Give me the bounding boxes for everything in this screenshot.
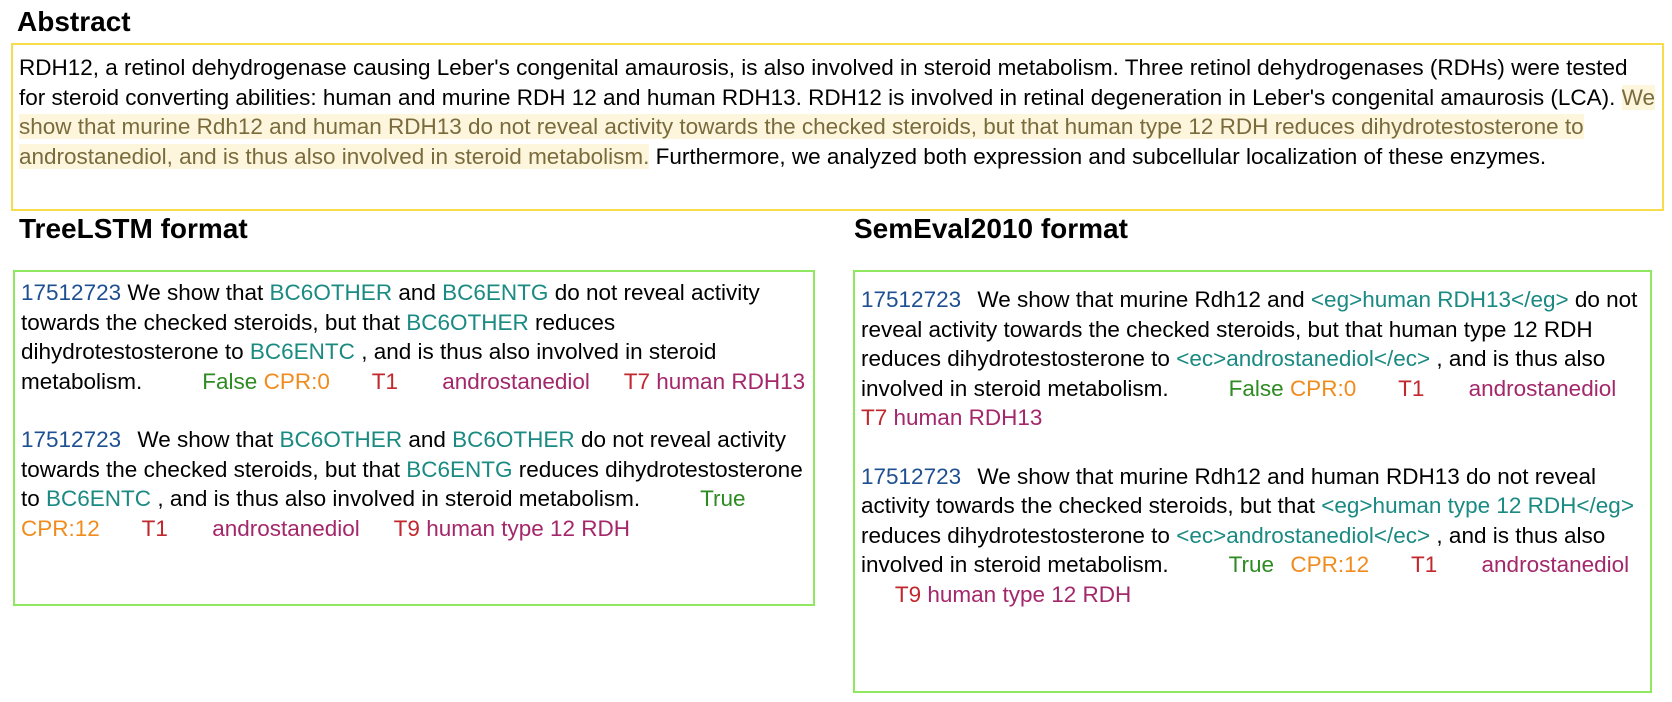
entity-tag: T7 <box>861 405 888 430</box>
entity-argument: human RDH13 <box>893 405 1043 430</box>
entity-argument: human type 12 RDH <box>426 515 631 541</box>
sentence-text: , and is thus also involved in steroid metabolism. <box>157 486 641 511</box>
treelstm-heading: TreeLSTM format <box>19 213 248 244</box>
entity-tag: T1 <box>141 515 168 541</box>
sentence-text: We show that murine Rdh12 and human RDH13 do not reveal activity towards the checked steroids, but that <box>861 463 1597 518</box>
sentence-text: We show that <box>137 427 274 452</box>
entity-markup: <eg>human type 12 RDH</eg> <box>1321 493 1634 518</box>
example-id: 17512723 <box>21 280 122 305</box>
sentence-text: We show that <box>127 280 264 305</box>
example-id: 17512723 <box>861 287 962 312</box>
entity-mask: BC6OTHER <box>406 309 529 335</box>
sentence-text: reduces dihydrotestosterone to <box>21 456 803 511</box>
relation-label: False <box>202 368 258 394</box>
sentence-text: , and is thus also involved in steroid metabolism. <box>21 339 717 394</box>
relation-label: True <box>1228 552 1275 577</box>
cpr-label: CPR:12 <box>21 515 100 541</box>
entity-tag: T9 <box>894 581 922 607</box>
treelstm-example <box>21 278 808 396</box>
cpr-label: CPR:12 <box>1290 552 1370 577</box>
entity-mask: BC6ENTC <box>46 486 152 511</box>
abstract-text: RDH12, a retinol dehydrogenase causing Leber's congenital amaurosis, is also involved in steroid metabolism. Three retinol dehydrogenases (RDHs) were tested for steroid converting abilities: human and murine RDH 12 and human RDH13. RDH12 is involved in retinal degeneration in Leber's congenital amaurosis (LCA). <box>19 55 1628 110</box>
sentence-text: do not reveal activity towards the checked steroids, but that <box>21 280 760 335</box>
sentence-text: , and is thus also involved in steroid metabolism. <box>861 522 1606 577</box>
entity-mask: BC6OTHER <box>279 427 403 452</box>
sentence-text: and <box>408 427 446 452</box>
sentence-text: do not reveal activity towards the checked steroids, but that human type 12 RDH reduces dihydrotestosterone to <box>861 287 1638 371</box>
entity-markup: <ec>androstanediol</ec> <box>1176 346 1431 371</box>
entity-mask: BC6OTHER <box>269 280 393 305</box>
entity-argument: androstanediol <box>442 368 590 394</box>
cpr-label: CPR:0 <box>263 368 330 394</box>
entity-mask: BC6ENTG <box>442 280 549 305</box>
relation-label: False <box>1228 375 1284 401</box>
relation-label: True <box>700 486 746 511</box>
entity-argument: human type 12 RDH <box>927 581 1132 607</box>
entity-markup: <eg>human RDH13</eg> <box>1310 287 1569 312</box>
semeval-example <box>861 285 1645 433</box>
entity-mask: BC6ENTG <box>406 456 513 482</box>
sentence-text: , and is thus also involved in steroid metabolism. <box>861 346 1606 401</box>
sentence-text: do not reveal activity towards the checked steroids, but that <box>21 427 787 482</box>
sentence-text: reduces dihydrotestosterone to <box>21 309 616 364</box>
entity-tag: T9 <box>393 515 420 541</box>
semeval-example <box>861 462 1645 610</box>
entity-tag: T1 <box>371 368 398 394</box>
entity-tag: T1 <box>1411 552 1438 577</box>
entity-argument: androstanediol <box>212 515 360 541</box>
example-id: 17512723 <box>21 427 122 452</box>
semeval-box <box>853 270 1652 693</box>
abstract-highlight: We show that murine Rdh12 and human RDH13 do not reveal activity towards the checked steroids, but that human type 12 RDH reduces dihydrotestosterone to androstanediol, and is thus also involved in steroid metabolism. <box>19 84 1655 169</box>
abstract-text-end: Furthermore, we analyzed both expression and subcellular localization of these enzymes. <box>655 143 1547 169</box>
treelstm-box <box>13 270 815 606</box>
entity-argument: human RDH13 <box>656 368 806 394</box>
example-id: 17512723 <box>861 463 962 489</box>
entity-argument: androstanediol <box>1481 552 1630 577</box>
abstract-heading: Abstract <box>17 6 131 37</box>
sentence-text: reduces dihydrotestosterone to <box>861 522 1170 548</box>
entity-tag: T1 <box>1398 375 1425 401</box>
entity-argument: androstanediol <box>1468 375 1617 401</box>
entity-markup: <ec>androstanediol</ec> <box>1176 522 1431 548</box>
sentence-text: and <box>398 280 436 305</box>
semeval-heading: SemEval2010 format <box>854 213 1128 244</box>
abstract-box <box>11 43 1664 211</box>
sentence-text: We show that murine Rdh12 and <box>977 287 1305 312</box>
entity-mask: BC6ENTC <box>249 339 355 364</box>
entity-tag: T7 <box>623 368 651 394</box>
treelstm-example <box>21 425 808 543</box>
entity-mask: BC6OTHER <box>452 427 575 452</box>
cpr-label: CPR:0 <box>1289 375 1357 401</box>
